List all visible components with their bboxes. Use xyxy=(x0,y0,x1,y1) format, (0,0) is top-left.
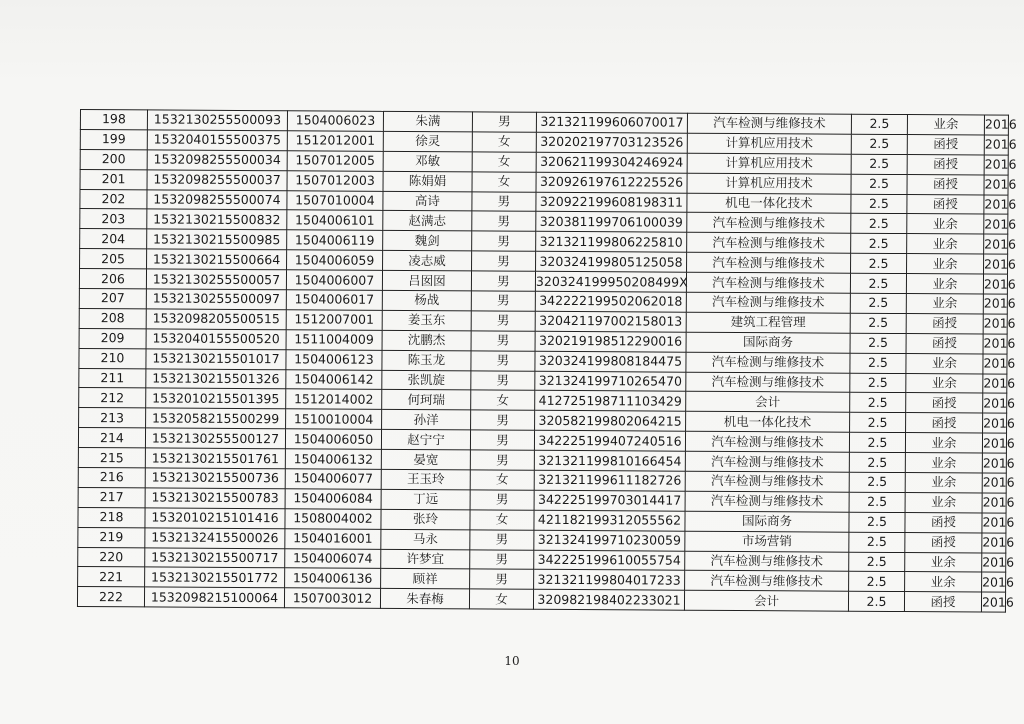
study-mode-cell: 函授 xyxy=(905,512,982,532)
enroll-year-cell: 2016 xyxy=(983,334,1007,354)
study-years-cell: 2.5 xyxy=(850,333,906,353)
id-number-cell: 321324199710265470 xyxy=(535,371,686,392)
student-name-cell: 许梦宜 xyxy=(381,549,470,569)
gender-cell: 女 xyxy=(472,132,536,152)
study-years-cell: 2.5 xyxy=(849,492,905,512)
exam-number-cell: 1504006017 xyxy=(286,290,382,310)
major-cell: 国际商务 xyxy=(685,511,849,532)
study-mode-cell: 业余 xyxy=(906,353,983,373)
study-years-cell: 2.5 xyxy=(850,353,906,373)
enroll-year-cell: 2016 xyxy=(982,553,1006,573)
id-number-cell: 321321199810166454 xyxy=(534,450,685,471)
student-number-cell: 1532098255500037 xyxy=(147,170,287,191)
major-cell: 机电一体化技术 xyxy=(687,193,851,214)
id-number-cell: 320621199304246924 xyxy=(536,152,687,173)
student-number-cell: 1532010215501395 xyxy=(146,388,286,409)
study-years-cell: 2.5 xyxy=(851,253,907,273)
gender-cell: 男 xyxy=(472,211,536,231)
exam-number-cell: 1504006142 xyxy=(286,369,382,389)
major-cell: 汽车检测与维修技术 xyxy=(686,272,850,293)
student-name-cell: 沈鹏杰 xyxy=(382,330,471,350)
study-mode-cell: 函授 xyxy=(907,134,984,154)
row-index-cell: 198 xyxy=(80,110,147,130)
id-number-cell: 320922199608198311 xyxy=(536,192,687,213)
study-mode-cell: 业余 xyxy=(906,373,983,393)
major-cell: 机电一体化技术 xyxy=(686,412,850,433)
student-number-cell: 1532130255500093 xyxy=(147,110,287,131)
roster-body xyxy=(77,110,1017,613)
student-number-cell: 1532130255500097 xyxy=(146,289,286,310)
gender-cell: 男 xyxy=(471,410,535,430)
major-cell: 汽车检测与维修技术 xyxy=(686,352,850,373)
study-years-cell: 2.5 xyxy=(849,472,905,492)
id-number-cell: 421182199312055562 xyxy=(534,510,685,531)
study-years-cell: 2.5 xyxy=(849,552,905,572)
gender-cell: 男 xyxy=(472,231,536,251)
student-number-cell: 1532130215501772 xyxy=(145,567,285,588)
study-years-cell: 2.5 xyxy=(850,293,906,313)
enroll-year-cell: 2016 xyxy=(983,274,1007,294)
study-years-cell: 2.5 xyxy=(851,174,907,194)
student-name-cell: 马永 xyxy=(381,529,470,549)
major-cell: 汽车检测与维修技术 xyxy=(685,571,849,592)
id-number-cell: 320219198512290016 xyxy=(535,331,686,352)
student-name-cell: 高诗 xyxy=(383,191,472,211)
exam-number-cell: 1504006074 xyxy=(285,548,381,568)
row-index-cell: 222 xyxy=(77,587,144,607)
major-cell: 汽车检测与维修技术 xyxy=(685,551,849,572)
id-number-cell: 320202197703123526 xyxy=(536,132,687,153)
exam-number-cell: 1508004002 xyxy=(285,509,381,529)
exam-number-cell: 1512014002 xyxy=(286,389,382,409)
student-name-cell: 孙洋 xyxy=(382,410,471,430)
study-years-cell: 2.5 xyxy=(850,273,906,293)
enroll-year-cell: 2016 xyxy=(984,254,1008,274)
student-number-cell: 1532058215500299 xyxy=(146,408,286,429)
exam-number-cell: 1504006119 xyxy=(287,230,383,250)
study-years-cell: 2.5 xyxy=(849,512,905,532)
row-index-cell: 206 xyxy=(79,269,146,289)
row-index-cell: 221 xyxy=(78,567,145,587)
study-mode-cell: 业余 xyxy=(905,492,982,512)
student-name-cell: 张玲 xyxy=(381,509,470,529)
row-index-cell: 202 xyxy=(80,189,147,209)
study-mode-cell: 业余 xyxy=(905,433,982,453)
study-years-cell: 2.5 xyxy=(850,413,906,433)
student-name-cell: 何珂瑞 xyxy=(382,390,471,410)
major-cell: 汽车检测与维修技术 xyxy=(685,431,849,452)
gender-cell: 女 xyxy=(472,152,536,172)
id-number-cell: 342225199703014417 xyxy=(534,490,685,511)
enroll-year-cell: 2016 xyxy=(981,592,1005,612)
exam-number-cell: 1504006007 xyxy=(286,270,382,290)
major-cell: 计算机应用技术 xyxy=(687,173,851,194)
row-index-cell: 213 xyxy=(79,408,146,428)
id-number-cell: 321321199804017233 xyxy=(534,570,685,591)
row-index-cell: 220 xyxy=(78,547,145,567)
gender-cell: 男 xyxy=(470,549,534,569)
study-mode-cell: 函授 xyxy=(906,413,983,433)
major-cell: 汽车检测与维修技术 xyxy=(685,451,849,472)
row-index-cell: 205 xyxy=(80,249,147,269)
major-cell: 会计 xyxy=(684,591,848,612)
study-mode-cell: 业余 xyxy=(907,214,984,234)
major-cell: 汽车检测与维修技术 xyxy=(687,252,851,273)
study-mode-cell: 业余 xyxy=(906,274,983,294)
student-number-cell: 1532130215500664 xyxy=(147,249,287,270)
student-name-cell: 朱满 xyxy=(383,111,472,131)
enroll-year-cell: 2016 xyxy=(982,493,1006,513)
study-years-cell: 2.5 xyxy=(851,114,907,134)
gender-cell: 男 xyxy=(470,450,534,470)
student-name-cell: 朱春梅 xyxy=(380,589,469,609)
student-name-cell: 凌志威 xyxy=(383,251,472,271)
study-mode-cell: 函授 xyxy=(907,174,984,194)
gender-cell: 男 xyxy=(470,569,534,589)
student-name-cell: 丁远 xyxy=(381,489,470,509)
id-number-cell: 320582199802064215 xyxy=(535,411,686,432)
exam-number-cell: 1504006101 xyxy=(287,210,383,230)
enroll-year-cell: 2016 xyxy=(982,433,1006,453)
row-index-cell: 212 xyxy=(79,388,146,408)
student-name-cell: 晏宽 xyxy=(381,449,470,469)
enroll-year-cell: 2016 xyxy=(983,354,1007,374)
student-roster-table xyxy=(77,109,1017,613)
exam-number-cell: 1507012005 xyxy=(287,151,383,171)
major-cell: 计算机应用技术 xyxy=(687,153,851,174)
study-years-cell: 2.5 xyxy=(851,134,907,154)
exam-number-cell: 1507010004 xyxy=(287,190,383,210)
major-cell: 计算机应用技术 xyxy=(687,133,851,154)
major-cell: 汽车检测与维修技术 xyxy=(685,471,849,492)
student-number-cell: 1532130255500127 xyxy=(145,428,285,449)
gender-cell: 女 xyxy=(472,172,536,192)
row-index-cell: 219 xyxy=(78,527,145,547)
enroll-year-cell: 2016 xyxy=(982,453,1006,473)
study-mode-cell: 函授 xyxy=(904,592,981,612)
study-mode-cell: 函授 xyxy=(905,532,982,552)
exam-number-cell: 1504006132 xyxy=(285,449,381,469)
study-years-cell: 2.5 xyxy=(849,572,905,592)
id-number-cell: 321321199806225810 xyxy=(536,232,687,253)
row-index-cell: 214 xyxy=(78,428,145,448)
id-number-cell: 412725198711103429 xyxy=(535,391,686,412)
exam-number-cell: 1504016001 xyxy=(285,528,381,548)
enroll-year-cell: 2016 xyxy=(983,294,1007,314)
exam-number-cell: 1504006023 xyxy=(287,111,383,131)
exam-number-cell: 1504006050 xyxy=(285,429,381,449)
major-cell: 会计 xyxy=(686,392,850,413)
major-cell: 汽车检测与维修技术 xyxy=(687,213,851,234)
enroll-year-cell: 2016 xyxy=(983,374,1007,394)
gender-cell: 男 xyxy=(471,370,535,390)
student-number-cell: 1532130215501017 xyxy=(146,349,286,370)
student-name-cell: 陈玉龙 xyxy=(382,350,471,370)
row-index-cell: 215 xyxy=(78,448,145,468)
exam-number-cell: 1504006136 xyxy=(285,568,381,588)
student-name-cell: 王玉玲 xyxy=(381,469,470,489)
gender-cell: 男 xyxy=(471,271,535,291)
study-years-cell: 2.5 xyxy=(850,373,906,393)
id-number-cell: 320421197002158013 xyxy=(535,311,686,332)
enroll-year-cell: 2016 xyxy=(983,413,1007,433)
major-cell: 汽车检测与维修技术 xyxy=(686,292,850,313)
student-number-cell: 1532098205500515 xyxy=(146,309,286,330)
gender-cell: 男 xyxy=(470,430,534,450)
study-mode-cell: 函授 xyxy=(907,154,984,174)
student-number-cell: 1532130215501761 xyxy=(145,448,285,469)
row-index-cell: 209 xyxy=(79,328,146,348)
student-name-cell: 赵满志 xyxy=(383,211,472,231)
student-number-cell: 1532130215500985 xyxy=(147,229,287,250)
student-name-cell: 赵宁宁 xyxy=(381,430,470,450)
student-name-cell: 杨战 xyxy=(382,290,471,310)
row-index-cell: 200 xyxy=(80,149,147,169)
student-number-cell: 1532130215500783 xyxy=(145,488,285,509)
row-index-cell: 211 xyxy=(79,368,146,388)
major-cell: 汽车检测与维修技术 xyxy=(687,233,851,254)
row-index-cell: 217 xyxy=(78,487,145,507)
enroll-year-cell: 2016 xyxy=(984,214,1008,234)
gender-cell: 女 xyxy=(469,589,533,609)
student-number-cell: 1532130215500717 xyxy=(145,547,285,568)
study-mode-cell: 业余 xyxy=(905,453,982,473)
gender-cell: 女 xyxy=(471,390,535,410)
study-mode-cell: 业余 xyxy=(905,572,982,592)
student-name-cell: 姜玉东 xyxy=(382,310,471,330)
exam-number-cell: 1504006077 xyxy=(285,469,381,489)
exam-number-cell: 1507003012 xyxy=(284,588,380,608)
student-name-cell: 顾祥 xyxy=(381,569,470,589)
student-name-cell: 陈娟娟 xyxy=(383,171,472,191)
study-mode-cell: 函授 xyxy=(907,194,984,214)
study-mode-cell: 业余 xyxy=(907,115,984,135)
major-cell: 国际商务 xyxy=(686,332,850,353)
row-index-cell: 203 xyxy=(80,209,147,229)
major-cell: 市场营销 xyxy=(685,531,849,552)
id-number-cell: 321321199606070017 xyxy=(536,112,687,133)
gender-cell: 男 xyxy=(470,490,534,510)
exam-number-cell: 1507012003 xyxy=(287,170,383,190)
student-number-cell: 1532010215101416 xyxy=(145,508,285,529)
enroll-year-cell: 2016 xyxy=(984,155,1008,175)
enroll-year-cell: 2016 xyxy=(982,513,1006,533)
row-index-cell: 216 xyxy=(78,468,145,488)
study-years-cell: 2.5 xyxy=(851,214,907,234)
student-name-cell: 魏剑 xyxy=(383,231,472,251)
gender-cell: 男 xyxy=(471,291,535,311)
student-number-cell: 1532098255500074 xyxy=(147,189,287,210)
exam-number-cell: 1512007001 xyxy=(286,310,382,330)
study-mode-cell: 业余 xyxy=(905,552,982,572)
student-name-cell: 邓敏 xyxy=(383,151,472,171)
study-years-cell: 2.5 xyxy=(850,393,906,413)
study-years-cell: 2.5 xyxy=(849,432,905,452)
id-number-cell: 320324199805125058 xyxy=(536,252,687,273)
row-index-cell: 201 xyxy=(80,169,147,189)
student-number-cell: 1532098215100064 xyxy=(144,587,284,608)
gender-cell: 男 xyxy=(470,530,534,550)
enroll-year-cell: 2016 xyxy=(983,393,1007,413)
student-number-cell: 1532132415500026 xyxy=(145,528,285,549)
id-number-cell: 321321199611182726 xyxy=(534,470,685,491)
enroll-year-cell: 2016 xyxy=(984,195,1008,215)
major-cell: 建筑工程管理 xyxy=(686,312,850,333)
exam-number-cell: 1512012001 xyxy=(287,131,383,151)
exam-number-cell: 1510010004 xyxy=(286,409,382,429)
major-cell: 汽车检测与维修技术 xyxy=(685,491,849,512)
major-cell: 汽车检测与维修技术 xyxy=(686,372,850,393)
exam-number-cell: 1504006123 xyxy=(286,349,382,369)
gender-cell: 男 xyxy=(472,112,536,132)
id-number-cell: 342222199502062018 xyxy=(535,291,686,312)
student-number-cell: 1532040155500520 xyxy=(146,329,286,350)
gender-cell: 男 xyxy=(471,311,535,331)
enroll-year-cell: 2016 xyxy=(984,234,1008,254)
row-index-cell: 208 xyxy=(79,308,146,328)
enroll-year-cell: 2016 xyxy=(982,573,1006,593)
gender-cell: 女 xyxy=(470,510,534,530)
study-years-cell: 2.5 xyxy=(851,234,907,254)
id-number-cell: 320324199950208499X xyxy=(535,271,686,292)
id-number-cell: 320381199706100039 xyxy=(536,212,687,233)
gender-cell: 男 xyxy=(471,331,535,351)
study-years-cell: 2.5 xyxy=(849,452,905,472)
enroll-year-cell: 2016 xyxy=(982,533,1006,553)
id-number-cell: 321324199710230059 xyxy=(534,530,685,551)
gender-cell: 男 xyxy=(471,351,535,371)
enroll-year-cell: 2016 xyxy=(982,473,1006,493)
study-years-cell: 2.5 xyxy=(849,532,905,552)
major-cell: 汽车检测与维修技术 xyxy=(687,113,851,134)
student-number-cell: 1532040155500375 xyxy=(147,130,287,151)
student-number-cell: 1532098255500034 xyxy=(147,150,287,171)
enroll-year-cell: 2016 xyxy=(983,314,1007,334)
id-number-cell: 320324199808184475 xyxy=(535,351,686,372)
enroll-year-cell: 2016 xyxy=(984,135,1008,155)
study-years-cell: 2.5 xyxy=(851,194,907,214)
page-number: 10 xyxy=(504,654,520,668)
row-index-cell: 199 xyxy=(80,129,147,149)
gender-cell: 男 xyxy=(472,191,536,211)
student-number-cell: 1532130255500057 xyxy=(146,269,286,290)
exam-number-cell: 1504006059 xyxy=(287,250,383,270)
enroll-year-cell: 2016 xyxy=(984,115,1008,135)
id-number-cell: 320982198402233021 xyxy=(533,590,684,611)
row-index-cell: 210 xyxy=(79,348,146,368)
study-mode-cell: 业余 xyxy=(907,254,984,274)
student-number-cell: 1532130215501326 xyxy=(146,368,286,389)
study-mode-cell: 业余 xyxy=(905,473,982,493)
student-name-cell: 吕囡囡 xyxy=(382,270,471,290)
study-years-cell: 2.5 xyxy=(850,313,906,333)
row-index-cell: 218 xyxy=(78,507,145,527)
student-name-cell: 徐灵 xyxy=(383,131,472,151)
study-mode-cell: 业余 xyxy=(907,234,984,254)
id-number-cell: 342225199407240516 xyxy=(534,431,685,452)
study-years-cell: 2.5 xyxy=(848,592,904,612)
row-index-cell: 204 xyxy=(80,229,147,249)
id-number-cell: 342225199610055754 xyxy=(534,550,685,571)
study-years-cell: 2.5 xyxy=(851,154,907,174)
gender-cell: 男 xyxy=(472,251,536,271)
gender-cell: 女 xyxy=(470,470,534,490)
study-mode-cell: 函授 xyxy=(906,313,983,333)
student-name-cell: 张凯旋 xyxy=(382,370,471,390)
id-number-cell: 320926197612225526 xyxy=(536,172,687,193)
exam-number-cell: 1504006084 xyxy=(285,489,381,509)
study-mode-cell: 业余 xyxy=(906,294,983,314)
row-index-cell: 207 xyxy=(79,289,146,309)
enroll-year-cell: 2016 xyxy=(984,175,1008,195)
student-number-cell: 1532130215500832 xyxy=(147,209,287,230)
exam-number-cell: 1511004009 xyxy=(286,330,382,350)
study-mode-cell: 函授 xyxy=(906,333,983,353)
student-number-cell: 1532130215500736 xyxy=(145,468,285,489)
study-mode-cell: 函授 xyxy=(906,393,983,413)
